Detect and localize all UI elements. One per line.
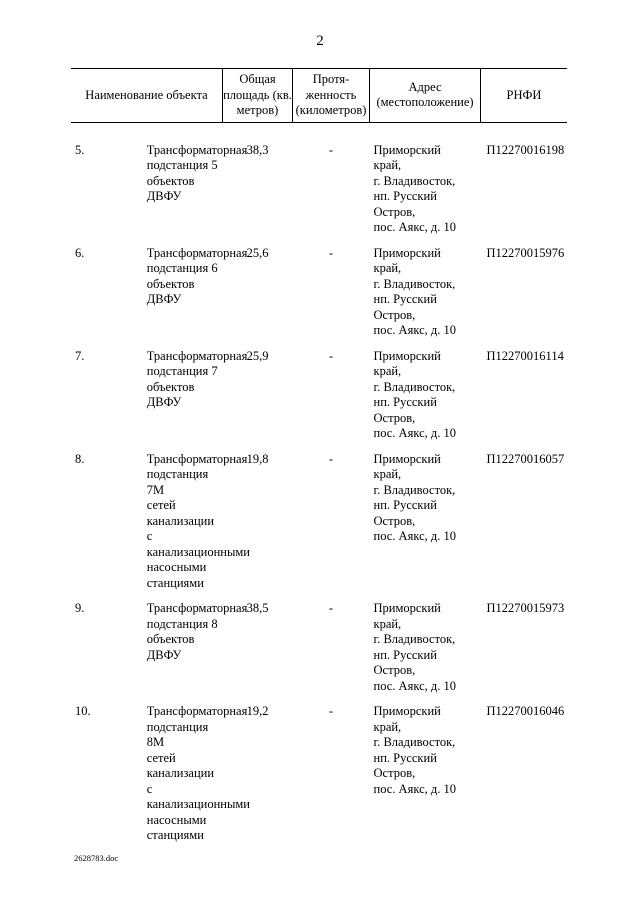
table-header bbox=[71, 69, 567, 123]
table-row bbox=[71, 246, 567, 349]
object-area: 38,3 bbox=[246, 142, 269, 157]
table-body bbox=[71, 122, 567, 854]
header-length: Протя-женность (километров) bbox=[293, 69, 370, 123]
table-row bbox=[71, 704, 567, 854]
object-name: Трансформаторная подстанция 8 объектов ДВФУ bbox=[146, 601, 248, 662]
object-rnfi: П12270015976 bbox=[486, 245, 565, 260]
table-row bbox=[71, 452, 567, 602]
object-name: Трансформаторная подстанция 7М сетей канализации с канализационными насосными станциями bbox=[146, 451, 250, 590]
object-length: - bbox=[328, 142, 334, 157]
header-address: Адрес (местоположение) bbox=[370, 69, 481, 123]
object-area: 38,5 bbox=[246, 601, 269, 615]
object-area: 25,6 bbox=[246, 245, 269, 260]
object-area: 19,8 bbox=[246, 451, 269, 466]
object-length: - bbox=[328, 348, 334, 363]
object-name: Трансформаторная подстанция 5 объектов ДВФУ bbox=[146, 142, 248, 203]
object-name: Трансформаторная подстанция 6 объектов ДВФУ bbox=[146, 245, 248, 306]
table-row bbox=[71, 601, 567, 704]
row-number: 6. bbox=[75, 245, 85, 260]
object-rnfi: П12270015973 bbox=[486, 601, 565, 615]
object-rnfi: П12270016057 bbox=[486, 451, 565, 466]
header-name: Наименование объекта bbox=[71, 69, 223, 123]
object-name: Трансформаторная подстанция 7 объектов ДВФУ bbox=[146, 348, 248, 409]
row-number: 10. bbox=[75, 704, 91, 718]
object-length: - bbox=[328, 601, 334, 615]
object-address: Приморский край, г. Владивосток, нп. Русский Остров, пос. Аякс, д. 10 bbox=[373, 245, 456, 337]
object-area: 25,9 bbox=[246, 348, 269, 363]
object-rnfi: П12270016198 bbox=[486, 142, 565, 157]
object-length: - bbox=[328, 245, 334, 260]
table-row bbox=[71, 349, 567, 452]
property-table bbox=[71, 68, 567, 854]
object-address: Приморский край, г. Владивосток, нп. Русский Остров, пос. Аякс, д. 10 bbox=[373, 704, 456, 796]
row-number: 7. bbox=[75, 348, 85, 363]
header-area: Общая площадь (кв. метров) bbox=[223, 69, 293, 123]
object-name: Трансформаторная подстанция 8М сетей канализации с канализационными насосными станциями bbox=[146, 704, 250, 842]
object-address: Приморский край, г. Владивосток, нп. Русский Остров, пос. Аякс, д. 10 bbox=[373, 451, 456, 543]
header-rnfi: РНФИ bbox=[481, 69, 568, 123]
row-number: 8. bbox=[75, 451, 85, 466]
object-length: - bbox=[328, 704, 334, 718]
document-code: 2628783.doc bbox=[74, 853, 119, 863]
object-address: Приморский край, г. Владивосток, нп. Русский Остров, пос. Аякс, д. 10 bbox=[373, 142, 456, 234]
object-rnfi: П12270016046 bbox=[486, 704, 565, 718]
object-address: Приморский край, г. Владивосток, нп. Русский Остров, пос. Аякс, д. 10 bbox=[373, 601, 456, 693]
page-number: 2 bbox=[316, 33, 324, 49]
object-length: - bbox=[328, 451, 334, 466]
object-address: Приморский край, г. Владивосток, нп. Русский Остров, пос. Аякс, д. 10 bbox=[373, 348, 456, 440]
table-row bbox=[71, 122, 567, 246]
object-area: 19,2 bbox=[246, 704, 269, 718]
object-rnfi: П12270016114 bbox=[486, 348, 564, 363]
row-number: 9. bbox=[75, 601, 85, 615]
row-number: 5. bbox=[75, 142, 85, 157]
